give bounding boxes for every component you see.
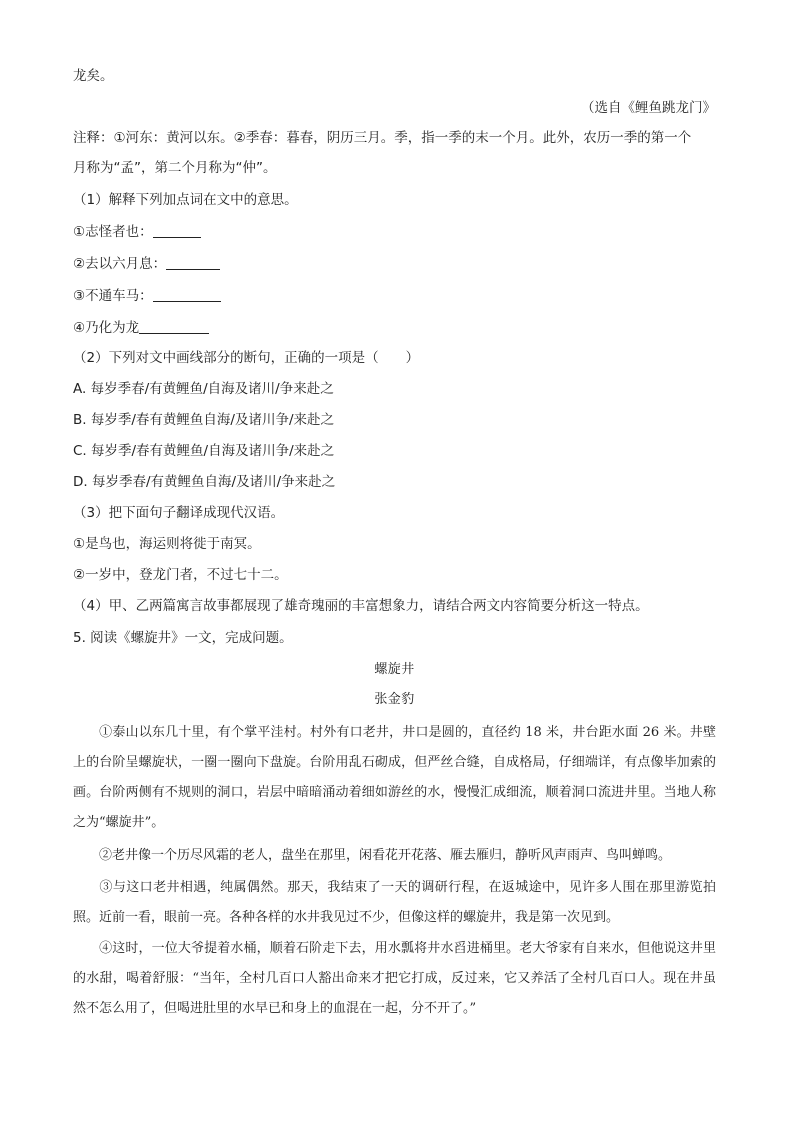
notes-line-1: 注释：①河东：黄河以东。②季春：暮春，阴历三月。季，指一季的末一个月。此外，农历一季的第一个 bbox=[73, 130, 692, 146]
question-3-prompt: （3）把下面句子翻译成现代汉语。 bbox=[73, 505, 285, 521]
question-1-item: ②去以六月息： bbox=[73, 254, 716, 274]
article-paragraph: ④这时，一位大爷提着水桶，顺着石阶走下去，用水瓢将井水舀进桶里。老大爷家有自来水，但他说这井里的水甜，喝着舒服：“当年，全村几百口人豁出命来才把它打成，反过来，它又养活了全村几百口人。现在井虽然不怎么用了，但喝进肚里的水早已和身上的血混在一起，分不开了。” bbox=[73, 941, 716, 1016]
question-3-item: ①是鸟也，海运则将徙于南冥。 bbox=[73, 536, 261, 552]
answer-blank[interactable] bbox=[153, 287, 221, 302]
question-3-item: ②一岁中，登龙门者，不过七十二。 bbox=[73, 567, 288, 583]
option-c[interactable]: C. 每岁季/春有黄鲤鱼/自海及诸川争/来赴之 bbox=[73, 443, 335, 459]
notes-line-2: 月称为“孟”，第二个月称为“仲”。 bbox=[73, 160, 277, 176]
question-1-prompt: （1）解释下列加点词在文中的意思。 bbox=[73, 192, 298, 208]
question-4-prompt: （4）甲、乙两篇寓言故事都展现了雄奇瑰丽的丰富想象力，请结合两文内容简要分析这一特点。 bbox=[73, 598, 649, 614]
article-paragraph: ①泰山以东几十里，有个掌平洼村。村外有口老井，井口是圆的，直径约 18 米，井台距水面 26 米。井壁上的台阶呈螺旋状，一圈一圈向下盘旋。台阶用乱石砌成，但严丝合缝，自成格局，仔细端详，有点像毕加索的画。台阶两侧有不规则的洞口，岩层中暗暗涌动着细如游丝的水，慢慢汇成细流，顺着洞口流进井里。当地人称之为“螺旋井”。 bbox=[73, 725, 716, 830]
question-1-item: ③不通车马： bbox=[73, 286, 716, 306]
article-author: 张金豹 bbox=[374, 692, 415, 707]
question-5-prompt: 5. 阅读《螺旋井》一文，完成问题。 bbox=[73, 630, 293, 646]
top-fragment: 龙矣。 bbox=[73, 68, 114, 84]
source-citation: （选自《鲤鱼跳龙门》 bbox=[581, 100, 716, 116]
question-2-prompt: （2）下列对文中画线部分的断句，正确的一项是（ ） bbox=[73, 350, 420, 366]
answer-blank[interactable] bbox=[139, 319, 209, 334]
answer-blank[interactable] bbox=[166, 255, 220, 270]
question-1-item: ①志怪者也： bbox=[73, 222, 716, 242]
option-d[interactable]: D. 每岁季春/有黄鲤鱼自海/及诸川/争来赴之 bbox=[73, 474, 336, 490]
article-title: 螺旋井 bbox=[374, 662, 415, 677]
answer-blank[interactable] bbox=[153, 223, 201, 238]
article-paragraph: ②老井像一个历尽风霜的老人，盘坐在那里，闲看花开花落、雁去雁归，静听风声雨声、鸟叫蝉鸣。 bbox=[99, 848, 672, 863]
article-paragraph: ③与这口老井相遇，纯属偶然。那天，我结束了一天的调研行程，在返城途中，见许多人围在那里游览拍照。近前一看，眼前一亮。各种各样的水井我见过不少，但像这样的螺旋井，我是第一次见到。 bbox=[73, 880, 716, 925]
option-b[interactable]: B. 每岁季/春有黄鲤鱼自海/及诸川争/来赴之 bbox=[73, 412, 334, 428]
question-1-item: ④乃化为龙 bbox=[73, 318, 716, 338]
option-a[interactable]: A. 每岁季春/有黄鲤鱼/自海及诸川/争来赴之 bbox=[73, 381, 334, 397]
